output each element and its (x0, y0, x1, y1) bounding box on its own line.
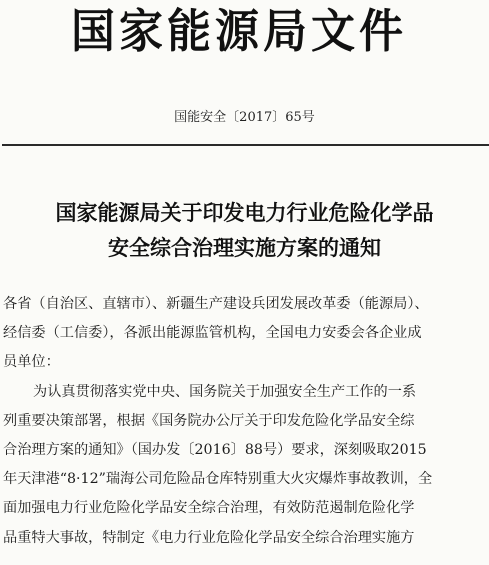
body-line: 列重要决策部署，根据《国务院办公厅关于印发危险化学品安全综 (3, 412, 415, 429)
body-line: 品重特大事故，特制定《电力行业危险化学品安全综合治理实施方 (3, 529, 415, 546)
agency-header: 国家能源局文件 (71, 5, 407, 59)
body-line: 年天津港“8·12”瑞海公司危险品仓库特别重大火灾爆炸事故教训，全 (3, 471, 433, 488)
body-line: 经信委（工信委），各派出能源监管机构，全国电力安委会各企业成 (3, 325, 422, 342)
document-body (3, 290, 485, 553)
body-line: 各省（自治区、直辖市）、新疆生产建设兵团发展改革委（能源局）、 (3, 296, 429, 312)
title-line: 安全综合治理实施方案的通知 (108, 235, 381, 260)
document-number: 国能安全〔2017〕65号 (174, 110, 315, 125)
body-line: 员单位： (3, 354, 60, 371)
header-divider (2, 144, 489, 146)
body-line: 面加强电力行业危险化学品安全综合治理，有效防范遏制危险化学 (3, 500, 415, 517)
body-line: 为认真贯彻落实党中央、国务院关于加强安全生产工作的一系 (33, 383, 417, 400)
title-line: 国家能源局关于印发电力行业危险化学品 (55, 200, 434, 225)
document-title (0, 195, 489, 265)
body-line: 合治理方案的通知》（国办发〔2016〕88号）要求，深刻吸取2015 (3, 442, 427, 459)
